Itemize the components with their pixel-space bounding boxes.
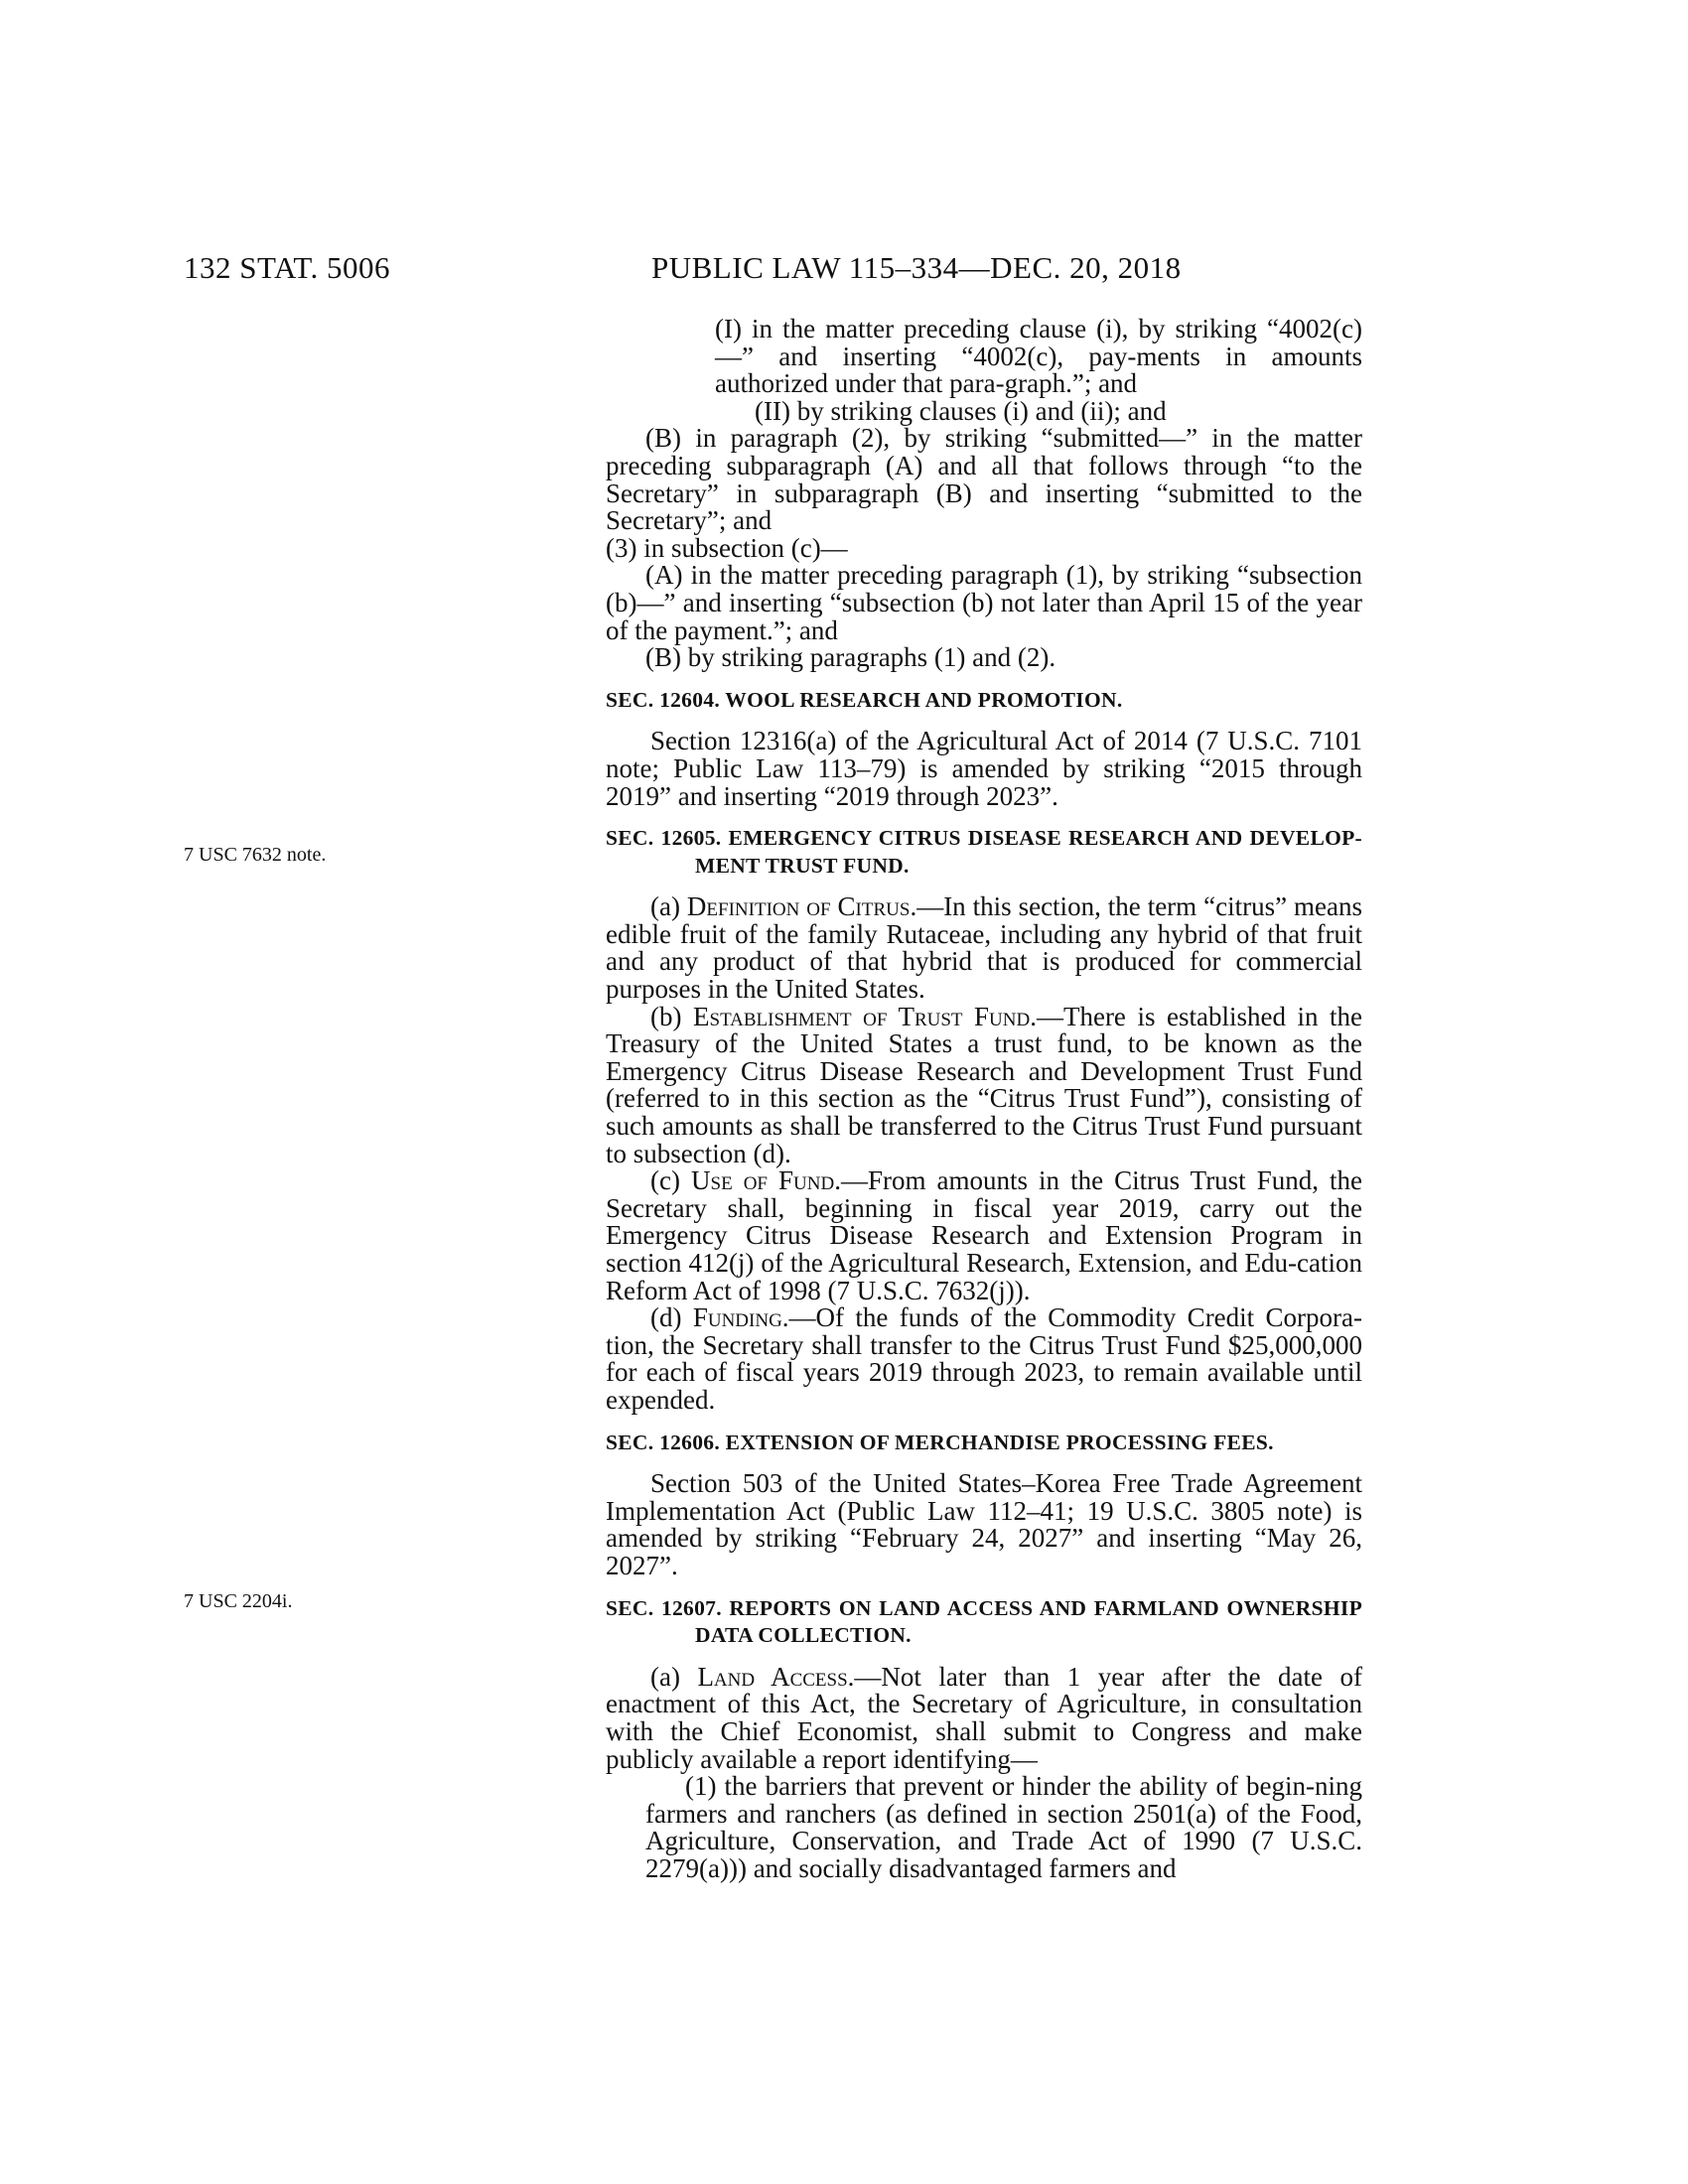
subparagraph-A-subsection-c: (A) in the matter preceding paragraph (1), by striking “subsection (b)—” and inserting “subsection (b) not later than April 15 of the year of the payment.”; and — [606, 560, 1362, 645]
section-12607-subsection-a — [606, 1661, 1362, 1774]
section-12604-heading: SEC. 12604. WOOL RESEARCH AND PROMOTION. — [606, 687, 1123, 712]
subsection-title: Funding — [692, 1302, 782, 1333]
subparagraph-B-subsection-c: (B) by striking paragraphs (1) and (2). — [645, 642, 1056, 673]
subsection-label: (b) — [650, 1001, 694, 1031]
subsection-text: .—Of the funds of the Commodity Credit Corpora-tion, the Secretary shall transfer to the Citrus Trust Fund $25,000,000 for each of fiscal years 2019 through 2023, to remain available until expended. — [606, 1302, 1362, 1415]
section-12605-subsection-b — [606, 1001, 1362, 1168]
margin-note-usc-7632: 7 USC 7632 note. — [184, 844, 327, 866]
margin-note-usc-2204i: 7 USC 2204i. — [184, 1590, 293, 1612]
subsection-title: Land Access — [697, 1661, 848, 1692]
subsection-text: .—There is established in the Treasury of the United States a trust fund, to be known as the Emergency Citrus Disease Research and Development Trust Fund (referred to in this section as the “Citrus Trust Fund”), consisting of such amounts as shall be transferred to the Citrus Trust Fund pursuant to subsection (d). — [606, 1001, 1362, 1168]
subsection-label: (d) — [650, 1302, 693, 1333]
section-12605-subsection-d — [606, 1304, 1362, 1414]
subsection-label: (a) — [650, 1661, 698, 1692]
section-12605-heading: SEC. 12605. EMERGENCY CITRUS DISEASE RESEARCH AND DEVELOP-MENT TRUST FUND. — [606, 826, 1362, 878]
main-text-column — [606, 316, 1362, 1882]
subsection-label: (a) — [650, 891, 687, 922]
clause-I: (I) in the matter preceding clause (i), by striking “4002(c)—” and inserting “4002(c), pay-ments in amounts authorized under that para-graph.”; and — [715, 314, 1362, 399]
subsection-text: .—From amounts in the Citrus Trust Fund, the Secretary shall, beginning in fiscal year 2019, carry out the Emergency Citrus Disease Research and Extension Program in section 412(j) of the Agricultural Research, Extension, and Edu-cation Reform Act of 1998 (7 U.S.C. 7632(j)). — [606, 1165, 1363, 1305]
subsection-text: .—In this section, the term “citrus” means edible fruit of the family Rutaceae, including any hybrid of that fruit and any product of that hybrid that is produced for commercial purposes in the United States. — [606, 891, 1362, 1005]
subsection-text: .—Not later than 1 year after the date of enactment of this Act, the Secretary of Agriculture, in consultation with the Chief Economist, shall submit to Congress and make publicly available a report identifying— — [606, 1661, 1362, 1774]
section-12607-heading: SEC. 12607. REPORTS ON LAND ACCESS AND FARMLAND OWNERSHIP DATA COLLECTION. — [606, 1595, 1362, 1648]
subsection-title: Use of Fund — [691, 1165, 835, 1196]
paragraph-3-subsection-c: (3) in subsection (c)— — [606, 532, 848, 563]
subsection-title: Definition of Citrus — [686, 891, 911, 922]
subsection-label: (c) — [650, 1165, 691, 1196]
section-12604-body: Section 12316(a) of the Agricultural Act of 2014 (7 U.S.C. 7101 note; Public Law 113–79) is amended by striking “2015 through 2019” and inserting “2019 through 2023”. — [606, 726, 1362, 811]
page-running-header: PUBLIC LAW 115–334—DEC. 20, 2018 — [651, 250, 1182, 285]
section-12607-item-1: (1) the barriers that prevent or hinder the ability of begin-ning farmers and ranchers (as defined in section 2501(a) of the Food, Agriculture, Conservation, and Trade Act of 1990 (7 U.S.C. 2279(a))) and socially disadvantaged farmers and — [645, 1771, 1362, 1883]
page-stat-citation: 132 STAT. 5006 — [184, 250, 391, 285]
clause-II: (II) by striking clauses (i) and (ii); and — [755, 395, 1167, 426]
section-12606-body: Section 503 of the United States–Korea Free Trade Agreement Implementation Act (Public Law 112–41; 19 U.S.C. 3805 note) is amended by striking “February 24, 2027” and inserting “May 26, 2027”. — [606, 1468, 1362, 1580]
subsection-title: Establishment of Trust Fund — [693, 1001, 1031, 1031]
section-12606-heading: SEC. 12606. EXTENSION OF MERCHANDISE PROCESSING FEES. — [606, 1430, 1274, 1454]
section-12605-subsection-a — [606, 893, 1362, 1003]
section-12605-subsection-c — [606, 1167, 1362, 1304]
subparagraph-B-paragraph-2: (B) in paragraph (2), by striking “submitted—” in the matter preceding subparagraph (A) and all that follows through “to the Secretary” in subparagraph (B) and inserting “submitted to the Secretary”; and — [606, 423, 1362, 536]
